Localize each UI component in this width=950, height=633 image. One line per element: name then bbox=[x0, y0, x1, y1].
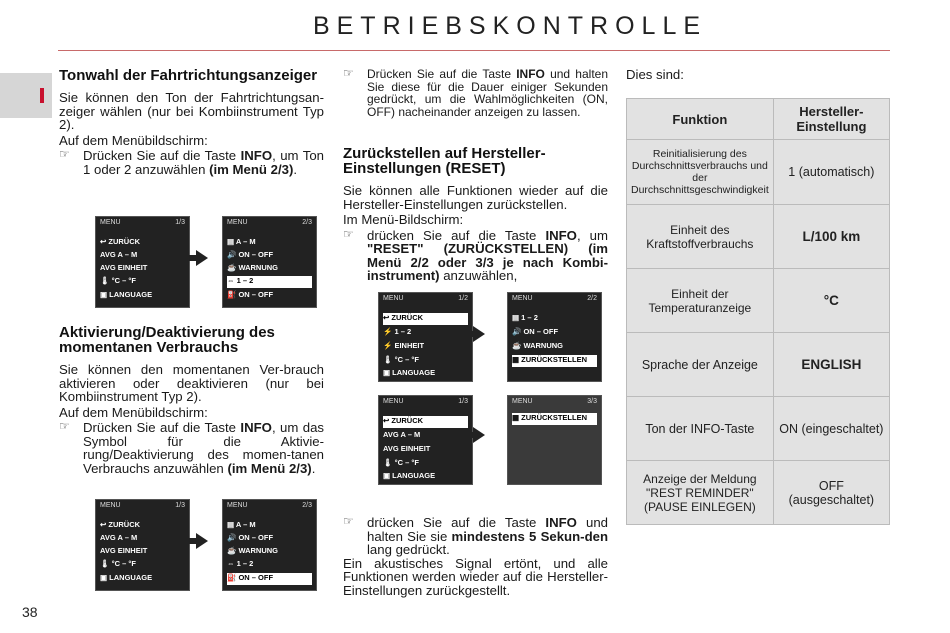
hand-pointer-icon: ☞ bbox=[59, 419, 70, 433]
heading-reset: Zurückstellen auf Hersteller-Einstellungen (RESET) bbox=[343, 145, 546, 177]
table-cell: 1 (automatisch) bbox=[773, 140, 889, 205]
table-cell: Einheit des Kraftstoffverbrauchs bbox=[627, 205, 774, 269]
paragraph: Dies sind: bbox=[626, 67, 684, 82]
paragraph: Sie können den momentanen Ver-brauch aktivieren oder deaktivieren (nur bei Kombiinstrument Typ 2). bbox=[59, 362, 324, 404]
table-cell: Ton der INFO-Taste bbox=[627, 397, 774, 461]
column-3 bbox=[626, 68, 890, 82]
display-screen-menu-4: MENU 2/3 ▤ A – M 🔊 ON – OFF ☕ WARNUNG ⇔ 1 – 2 ⛽ ON – OFF bbox=[222, 499, 317, 591]
paragraph: Sie können den Ton der Fahrtrichtungsan-zeiger wählen (nur bei Kombiinstrument Typ 2). bbox=[59, 90, 324, 132]
list-item: ☞ drücken Sie auf die Taste INFO, um "RESET" (ZURÜCKSTELLEN) (im Menü 2/2 oder 3/3 je nach Kombi-instrument) anzuwählen, bbox=[343, 226, 608, 283]
paragraph: Auf dem Menübildschirm: bbox=[59, 132, 208, 148]
table-cell: Sprache der Anzeige bbox=[627, 333, 774, 397]
display-screen-reset-3: MENU 1/3 ↩ ZURÜCK AVG A – M AVG EINHEIT 🌡 °C – °F ▣ LANGUAGE bbox=[378, 395, 473, 485]
table-row bbox=[627, 333, 890, 397]
list-item: ☞ drücken Sie auf die Taste INFO und halten Sie sie mindestens 5 Sekun-den lang gedrückt. bbox=[343, 514, 609, 557]
heading-consumption: Aktivierung/Deaktivierung des momentanen Verbrauchs bbox=[59, 324, 275, 356]
paragraph: Sie können alle Funktionen wieder auf die Hersteller-Einstellungen zurückstellen. bbox=[343, 183, 608, 212]
table-cell: Reinitialisierung des Durchschnittsverbrauchs und der Durchschnittsgeschwindigkeit bbox=[627, 140, 774, 205]
list-item: ☞ Drücken Sie auf die Taste INFO, um das Symbol für die Aktivie-rung/Deaktivierung des momen-tanen Verbrauchs anzuwählen (im Menü 2/3). bbox=[59, 419, 324, 476]
column-1-lower bbox=[59, 325, 324, 475]
table-cell: OFF (ausgeschaltet) bbox=[773, 461, 889, 525]
display-screen-menu-1: MENU 1/3 ↩ ZURÜCK AVG A – M AVG EINHEIT 🌡 °C – °F ▣ LANGUAGE bbox=[95, 216, 190, 308]
table-row bbox=[627, 269, 890, 333]
arrow-right-icon bbox=[473, 427, 485, 443]
display-screen-reset-2: MENU 2/2 ▤ 1 – 2 🔊 ON – OFF ☕ WARNUNG ▦ ZURÜCKSTELLEN bbox=[507, 292, 602, 382]
table-cell: Einheit der Temperaturanzeige bbox=[627, 269, 774, 333]
list-item: ☞ Drücken Sie auf die Taste INFO, um Ton 1 oder 2 anzuwählen (im Menü 2/3). bbox=[59, 147, 324, 177]
table-cell: L/100 km bbox=[773, 205, 889, 269]
display-screen-reset-4: MENU 3/3 ▦ ZURÜCKSTELLEN bbox=[507, 395, 602, 485]
section-tab bbox=[0, 73, 52, 118]
table-row bbox=[627, 140, 890, 205]
table-cell: ON (eingeschaltet) bbox=[773, 397, 889, 461]
page-title: BETRIEBSKONTROLLE bbox=[312, 12, 708, 40]
table-row bbox=[627, 397, 890, 461]
table-row bbox=[627, 205, 890, 269]
title-rule bbox=[58, 50, 890, 51]
column-1 bbox=[59, 68, 324, 176]
heading-turn-signal: Tonwahl der Fahrtrichtungsanzeiger bbox=[59, 67, 318, 84]
column-2-lower bbox=[343, 516, 608, 597]
paragraph: Auf dem Menübildschirm: bbox=[59, 404, 208, 420]
table-header: Hersteller-Einstellung bbox=[773, 99, 889, 140]
table-cell: Anzeige der Meldung "REST REMINDER" (PAUSE EINLEGEN) bbox=[627, 461, 774, 525]
hand-pointer-icon: ☞ bbox=[343, 66, 354, 80]
page-number: 38 bbox=[22, 604, 38, 620]
table-cell: °C bbox=[773, 269, 889, 333]
hand-pointer-icon: ☞ bbox=[343, 514, 354, 528]
table-row bbox=[627, 461, 890, 525]
table-header: Funktion bbox=[627, 99, 774, 140]
display-screen-menu-3: MENU 1/3 ↩ ZURÜCK AVG A – M AVG EINHEIT 🌡 °C – °F ▣ LANGUAGE bbox=[95, 499, 190, 591]
settings-table bbox=[626, 98, 890, 525]
paragraph: Ein akustisches Signal ertönt, und alle Funktionen werden wieder auf die Hersteller-Einstellungen zurückgestellt. bbox=[343, 555, 608, 598]
arrow-right-icon bbox=[473, 326, 485, 342]
paragraph: Im Menü-Bildschirm: bbox=[343, 212, 464, 227]
table-cell: ENGLISH bbox=[773, 333, 889, 397]
list-item: ☞ Drücken Sie auf die Taste INFO und halten Sie diese für die Dauer einiger Sekunden gedrückt, um die Wahlmöglichkeiten (ON, OFF) nacheinander anzeigen zu lassen. bbox=[343, 66, 608, 119]
section-marker bbox=[40, 88, 44, 103]
arrow-right-icon bbox=[196, 533, 208, 549]
table-header-row bbox=[627, 99, 890, 140]
arrow-right-icon bbox=[196, 250, 208, 266]
hand-pointer-icon: ☞ bbox=[343, 226, 354, 241]
display-screen-reset-1: MENU 1/2 ↩ ZURÜCK ⚡ 1 – 2 ⚡ EINHEIT 🌡 °C – °F ▣ LANGUAGE bbox=[378, 292, 473, 382]
display-screen-menu-2: MENU 2/3 ▤ A – M 🔊 ON – OFF ☕ WARNUNG ⇔ 1 – 2 ⛽ ON – OFF bbox=[222, 216, 317, 308]
hand-pointer-icon: ☞ bbox=[59, 147, 70, 161]
column-2 bbox=[343, 68, 608, 283]
